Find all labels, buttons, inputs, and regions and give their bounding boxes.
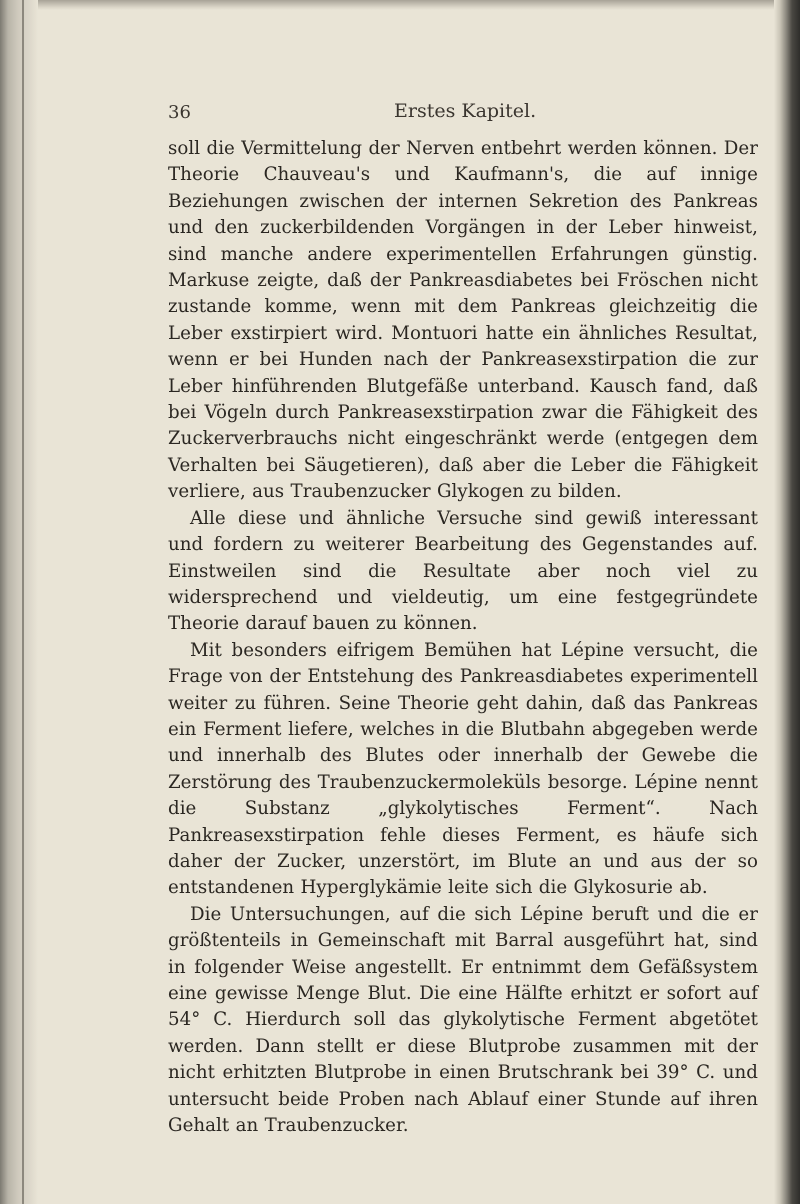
paragraph-1: soll die Vermittelung der Nerven entbehrt werden können. Der Theorie Chauveau's und Kaufmann's, die auf innige Beziehungen zwischen der internen Sekretion des Pankreas und den zuckerbildenden Vorgängen in der Leber hinweist, sind manche andere experimentellen Erfahrungen günstig. Markuse zeigte, daß der Pankreasdiabetes bei Fröschen nicht zustande komme, wenn mit dem Pankreas gleichzeitig die Leber exstirpiert wird. Montuori hatte ein ähnliches Resultat, wenn er bei Hunden nach der Pankreasexstirpation die zur Leber hinführenden Blutgefäße unterband. Kausch fand, daß bei Vögeln durch Pankreasexstirpation zwar die Fähigkeit des Zuckerverbrauchs nicht eingeschränkt werde (entgegen dem Verhalten bei Säugetieren), daß aber die Leber die Fähigkeit verliere, aus Traubenzucker Glykogen zu bilden. [168,138,758,503]
running-head: Erstes Kapitel. [394,100,537,122]
paragraph-2: Alle diese und ähnliche Versuche sind gewiß interessant und fordern zu weiterer Bearbeitung des Gegenstandes auf. Einstweilen sind die Resultate aber noch viel zu widersprechend und vieldeutig, um eine festgegründete Theorie darauf bauen zu können. [168,507,758,635]
paragraph-3: Mit besonders eifrigem Bemühen hat Lépine versucht, die Frage von der Entstehung des Pankreasdiabetes experimentell weiter zu führen. Seine Theorie geht dahin, daß das Pankreas ein Ferment liefere, welches in die Blutbahn abgegeben werde und innerhalb des Blutes oder innerhalb der Gewebe die Zerstörung des Traubenzuckermoleküls besorge. Lépine nennt die Substanz „glykolytisches Ferment“. Nach Pankreasexstirpation fehle dieses Ferment, es häufe sich daher der Zucker, unzerstört, im Blute an und aus der so entstandenen Hyperglykämie leite sich die Glykosurie ab. [168,639,758,899]
paragraph-4: Die Untersuchungen, auf die sich Lépine beruft und die er größtenteils in Gemeinschaft mit Barral ausgeführt hat, sind in folgender Weise angestellt. Er entnimmt dem Gefäßsystem eine gewisse Menge Blut. Die eine Hälfte erhitzt er sofort auf 54° C. Hierdurch soll das glykolytische Ferment abgetötet werden. Dann stellt er diese Blutprobe zusammen mit der nicht erhitzten Blutprobe in einen Brutschrank bei 39° C. und untersucht beide Proben nach Ablauf einer Stunde auf ihren Gehalt an Traubenzucker. [168,903,758,1137]
scan-top-edge [0,0,800,10]
scan-binding-line [22,0,24,1204]
page-header [168,96,758,130]
book-page [168,96,758,1139]
scan-right-edge [774,0,800,1204]
scan-left-edge [0,0,38,1204]
page-number: 36 [168,102,191,123]
